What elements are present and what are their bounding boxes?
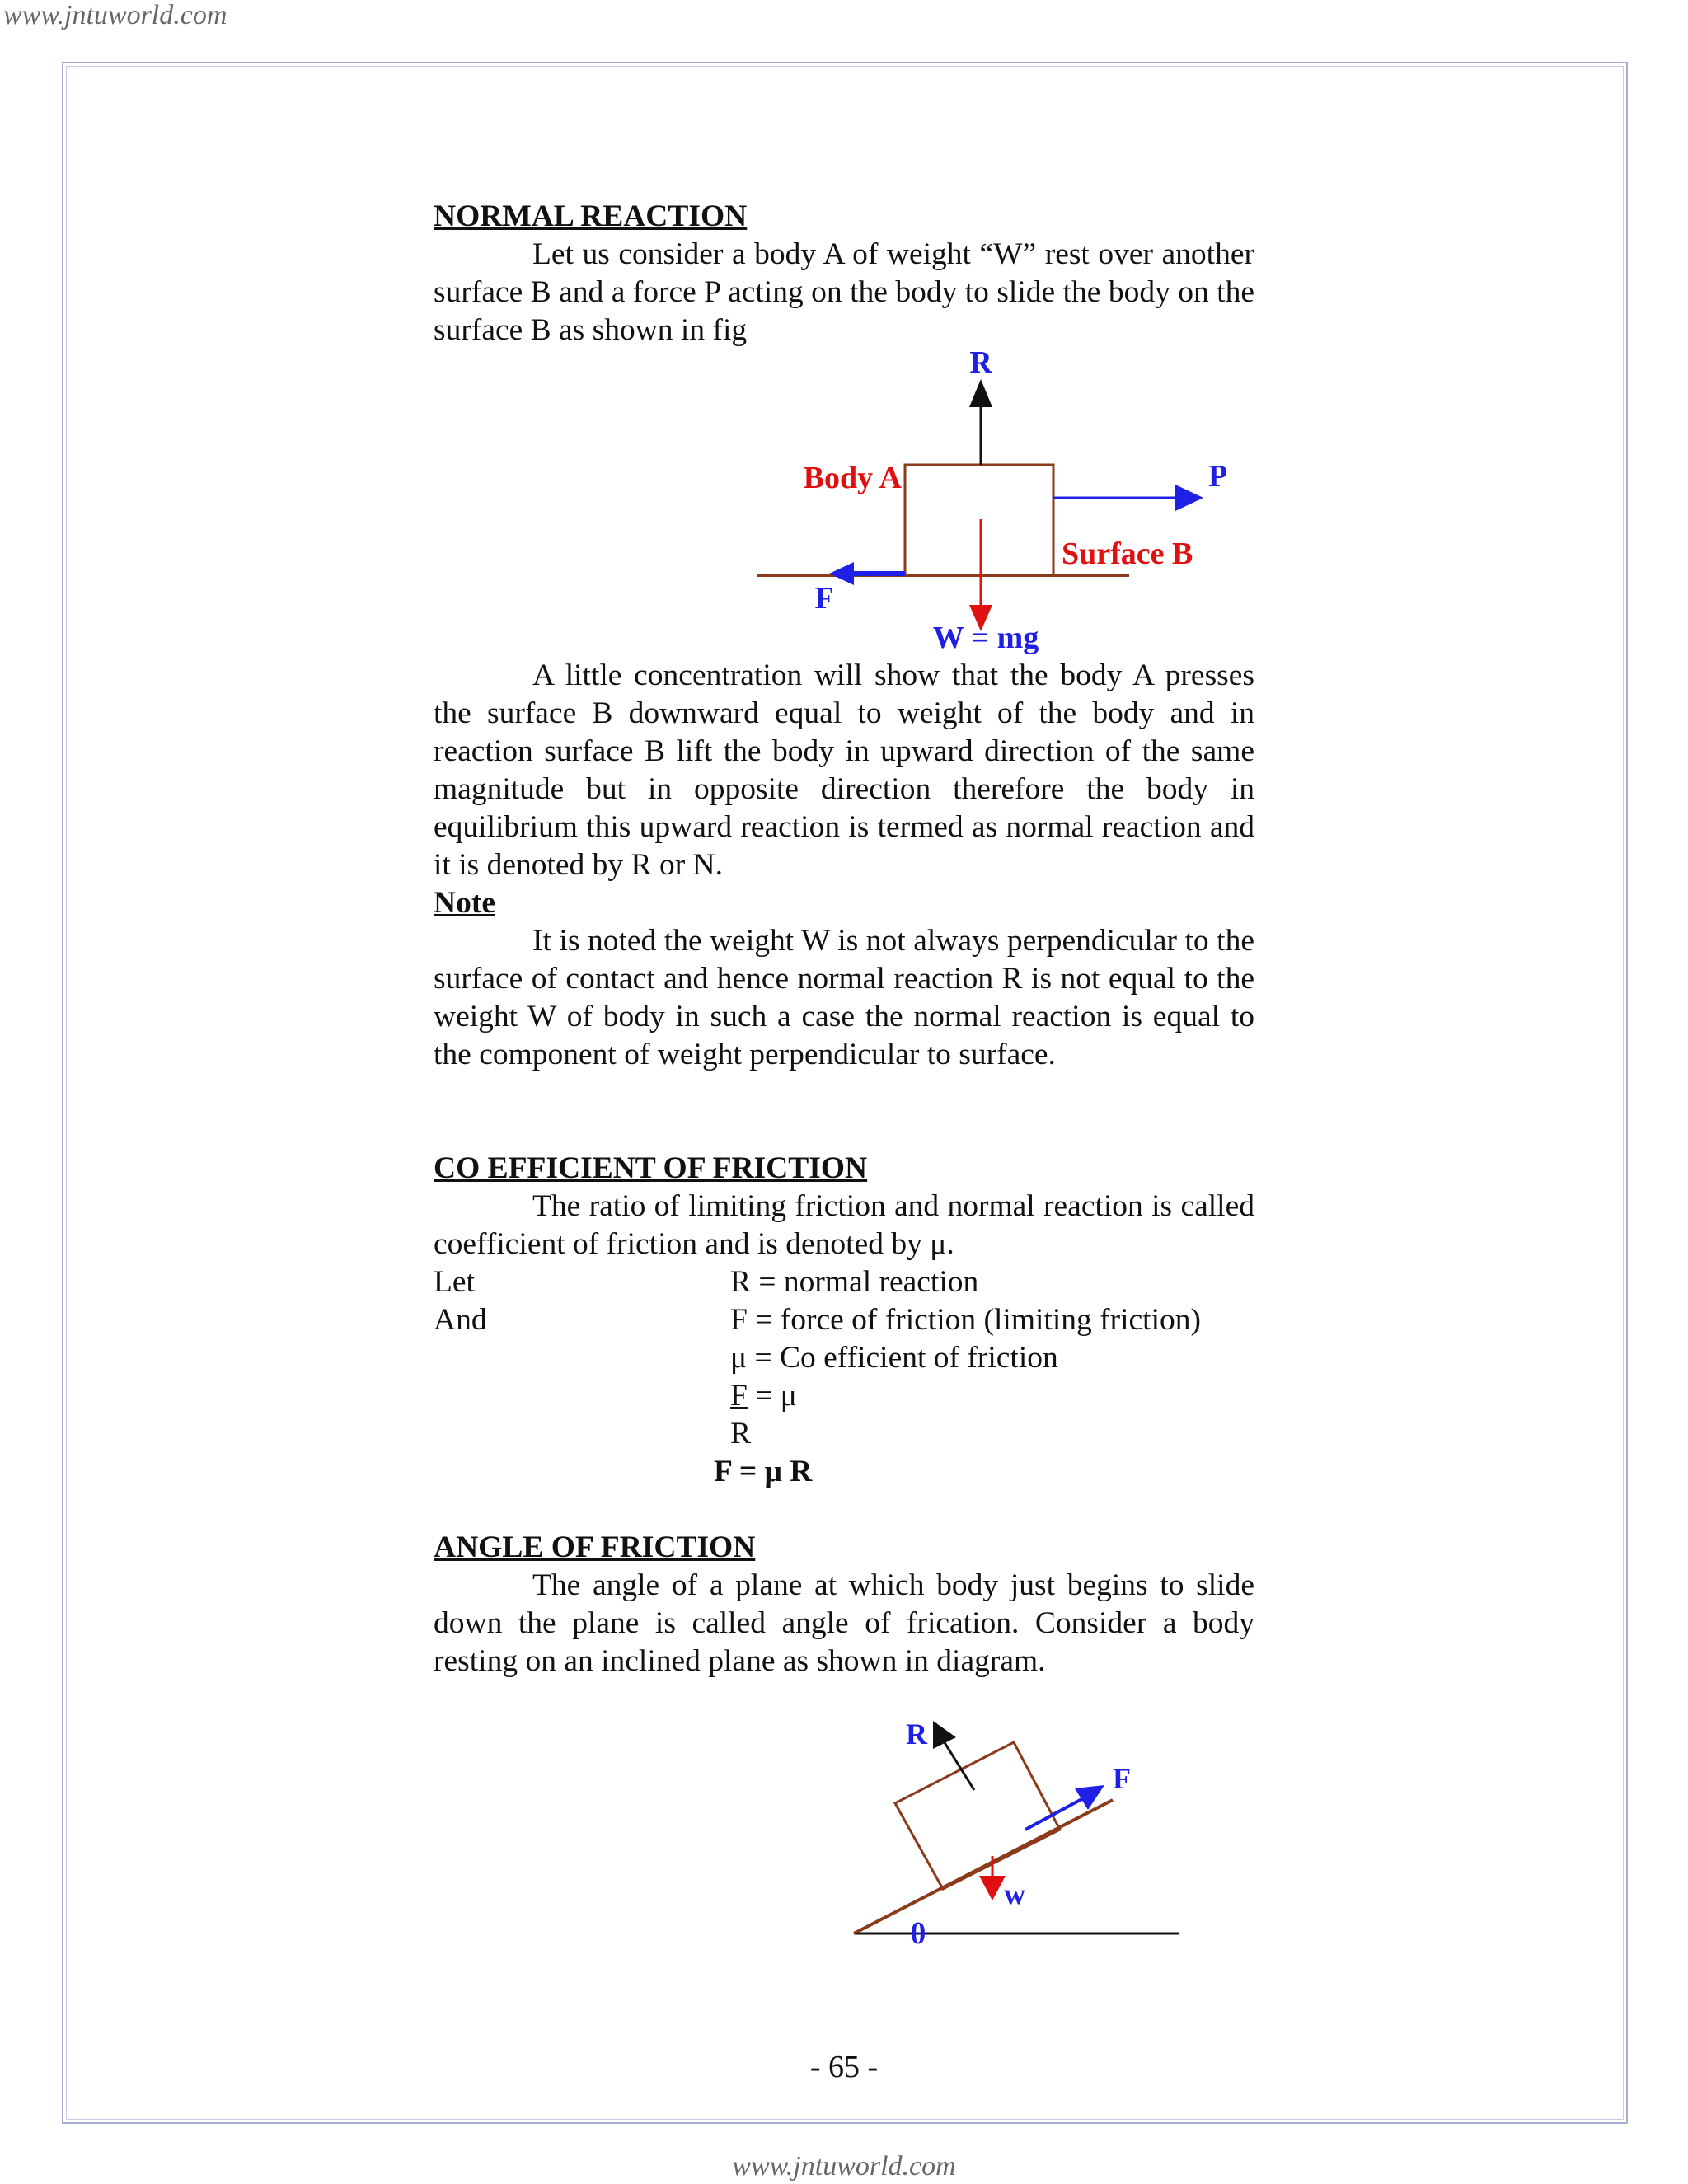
- label-r: R: [906, 1718, 927, 1750]
- label-surface-b: Surface B: [1062, 537, 1193, 571]
- label-f: F: [1113, 1762, 1131, 1795]
- section-normal-reaction: [434, 198, 1254, 349]
- paragraph-note: It is noted the weight W is not always perpendicular to the surface of contact and hence normal reaction R is not equal to the weight W of body in such a case the normal reaction is equal to the component of weight perpendicular to surface.: [434, 924, 1254, 1071]
- label-theta: θ: [910, 1917, 926, 1950]
- let-value: R = normal reaction: [730, 1265, 979, 1299]
- label-w: w: [1004, 1877, 1025, 1910]
- fraction-line: [730, 1377, 797, 1415]
- label-f: F: [814, 581, 834, 616]
- body-a-box: [905, 465, 1053, 575]
- weight-arrow-head: [979, 1876, 1006, 1900]
- reaction-arrow-shaft: [941, 1737, 974, 1790]
- and-value: F = force of friction (limiting friction): [730, 1303, 1201, 1337]
- section-normal-reaction-cont: [434, 657, 1254, 1074]
- paragraph-angle: The angle of a plane at which body just begins to slide down the plane is called angle of frication. Consider a body resting on an inclined plane as shown in diagram.: [434, 1568, 1254, 1678]
- fraction-denominator: R: [730, 1417, 752, 1451]
- fraction-equals: = μ: [747, 1379, 797, 1413]
- fraction-numerator: F: [730, 1379, 748, 1413]
- let-label: Let: [434, 1265, 475, 1299]
- watermark-top: www.jntuworld.com: [3, 0, 227, 30]
- incline-line: [854, 1800, 1113, 1933]
- heading-angle-of-friction: ANGLE OF FRICTION: [434, 1530, 756, 1564]
- page-number: - 65 -: [809, 2050, 879, 2084]
- label-w-mg: W = mg: [932, 621, 1039, 655]
- definitions-block: [434, 1263, 1254, 1491]
- force-p-arrow-head: [1175, 485, 1203, 511]
- and-label: And: [434, 1303, 487, 1337]
- figure-normal-reaction: [742, 346, 1253, 659]
- label-body-a: Body A: [803, 461, 902, 495]
- heading-coefficient-of-friction: CO EFFICIENT OF FRICTION: [434, 1151, 868, 1185]
- reaction-arrow-head: [969, 379, 992, 407]
- label-p: P: [1208, 459, 1228, 494]
- section-coefficient-of-friction: [434, 1150, 1254, 1491]
- label-r: R: [969, 346, 992, 380]
- paragraph-coefficient: The ratio of limiting friction and normal reaction is called coefficient of friction and is denoted by μ.: [434, 1189, 1254, 1261]
- heading-normal-reaction: NORMAL REACTION: [434, 199, 748, 233]
- section-angle-of-friction: [434, 1529, 1254, 1680]
- figure-inclined-plane: [824, 1706, 1203, 1953]
- friction-arrow-shaft: [1025, 1797, 1086, 1830]
- paragraph-intro: Let us consider a body A of weight “W” rest over another surface B and a force P acting on the body to slide the body on the surface B as shown in fig: [434, 237, 1254, 347]
- mu-definition: μ = Co efficient of friction: [730, 1341, 1058, 1375]
- heading-note: Note: [434, 886, 495, 920]
- paragraph-explanation: A little concentration will show that the body A presses the surface B downward equal to weight of the body and in reaction surface B lift the body in upward direction of the same magnitude but in opposite direction therefore the body in equilibrium this upward reaction is termed as normal reaction and it is denoted by R or N.: [434, 658, 1254, 882]
- block-on-incline: [895, 1742, 1060, 1889]
- watermark-bottom: www.jntuworld.com: [732, 2151, 956, 2182]
- formula-friction: F = μ R: [714, 1455, 813, 1488]
